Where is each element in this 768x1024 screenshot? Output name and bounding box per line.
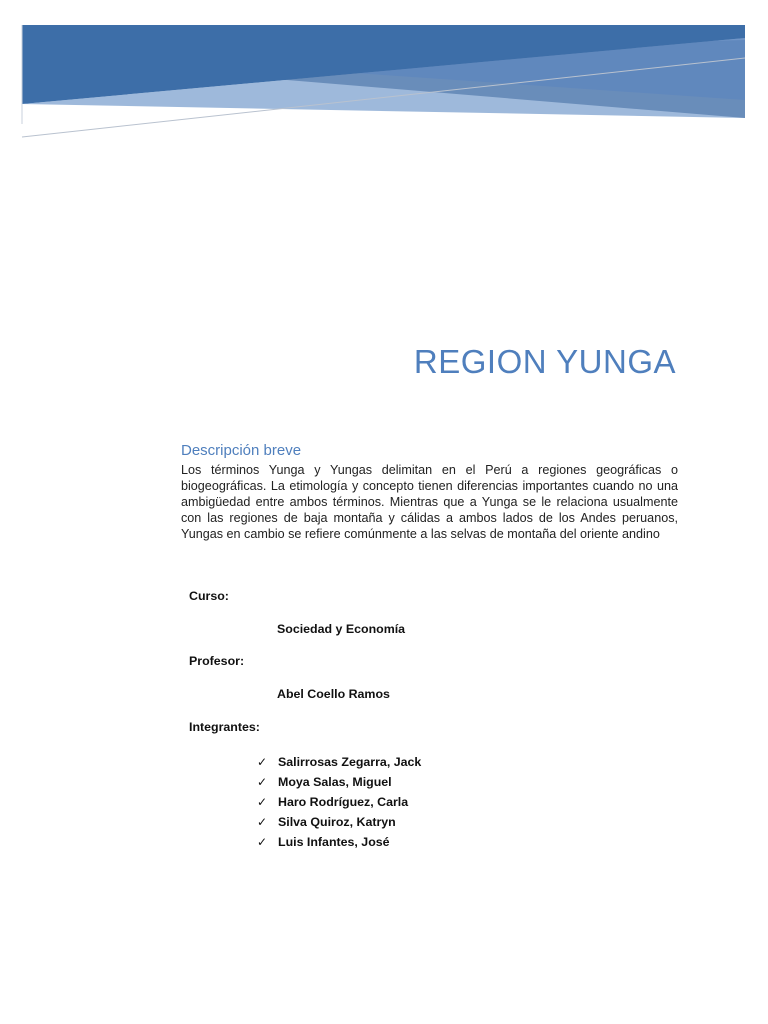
members-label: Integrantes: xyxy=(189,720,260,734)
check-icon: ✓ xyxy=(257,835,268,849)
list-item xyxy=(257,792,421,812)
course-value: Sociedad y Economía xyxy=(277,622,406,636)
check-icon: ✓ xyxy=(257,795,268,809)
description-heading: Descripción breve xyxy=(181,442,302,459)
list-item xyxy=(257,752,421,772)
teacher-label: Profesor: xyxy=(189,654,245,668)
course-label: Curso: xyxy=(189,589,229,603)
member-name: Haro Rodríguez, Carla xyxy=(278,795,409,809)
check-icon: ✓ xyxy=(257,775,268,789)
teacher-value: Abel Coello Ramos xyxy=(277,687,390,701)
check-icon: ✓ xyxy=(257,755,268,769)
member-name: Moya Salas, Miguel xyxy=(278,775,392,789)
member-name: Salirrosas Zegarra, Jack xyxy=(278,755,422,769)
description-paragraph: Los términos Yunga y Yungas delimitan en el Perú a regiones geográficas o biogeográficas. La etimología y concepto tienen diferencias importantes cuando no una ambigüedad entre ambos términos. Mientras que a Yunga se le relaciona usualmente con las regiones de baja montaña y cálidas a ambos lados de los Andes peruanos, Yungas en cambio se refiere comúnmente a las selvas de montaña del oriente andino xyxy=(181,463,678,541)
members-list xyxy=(257,752,421,852)
check-icon: ✓ xyxy=(257,815,268,829)
member-name: Silva Quiroz, Katryn xyxy=(278,815,396,829)
list-item xyxy=(257,832,421,852)
header-banner-graphic xyxy=(0,0,768,150)
list-item xyxy=(257,772,421,792)
member-name: Luis Infantes, José xyxy=(278,835,390,849)
list-item xyxy=(257,812,421,832)
document-title: REGION YUNGA xyxy=(413,343,676,380)
